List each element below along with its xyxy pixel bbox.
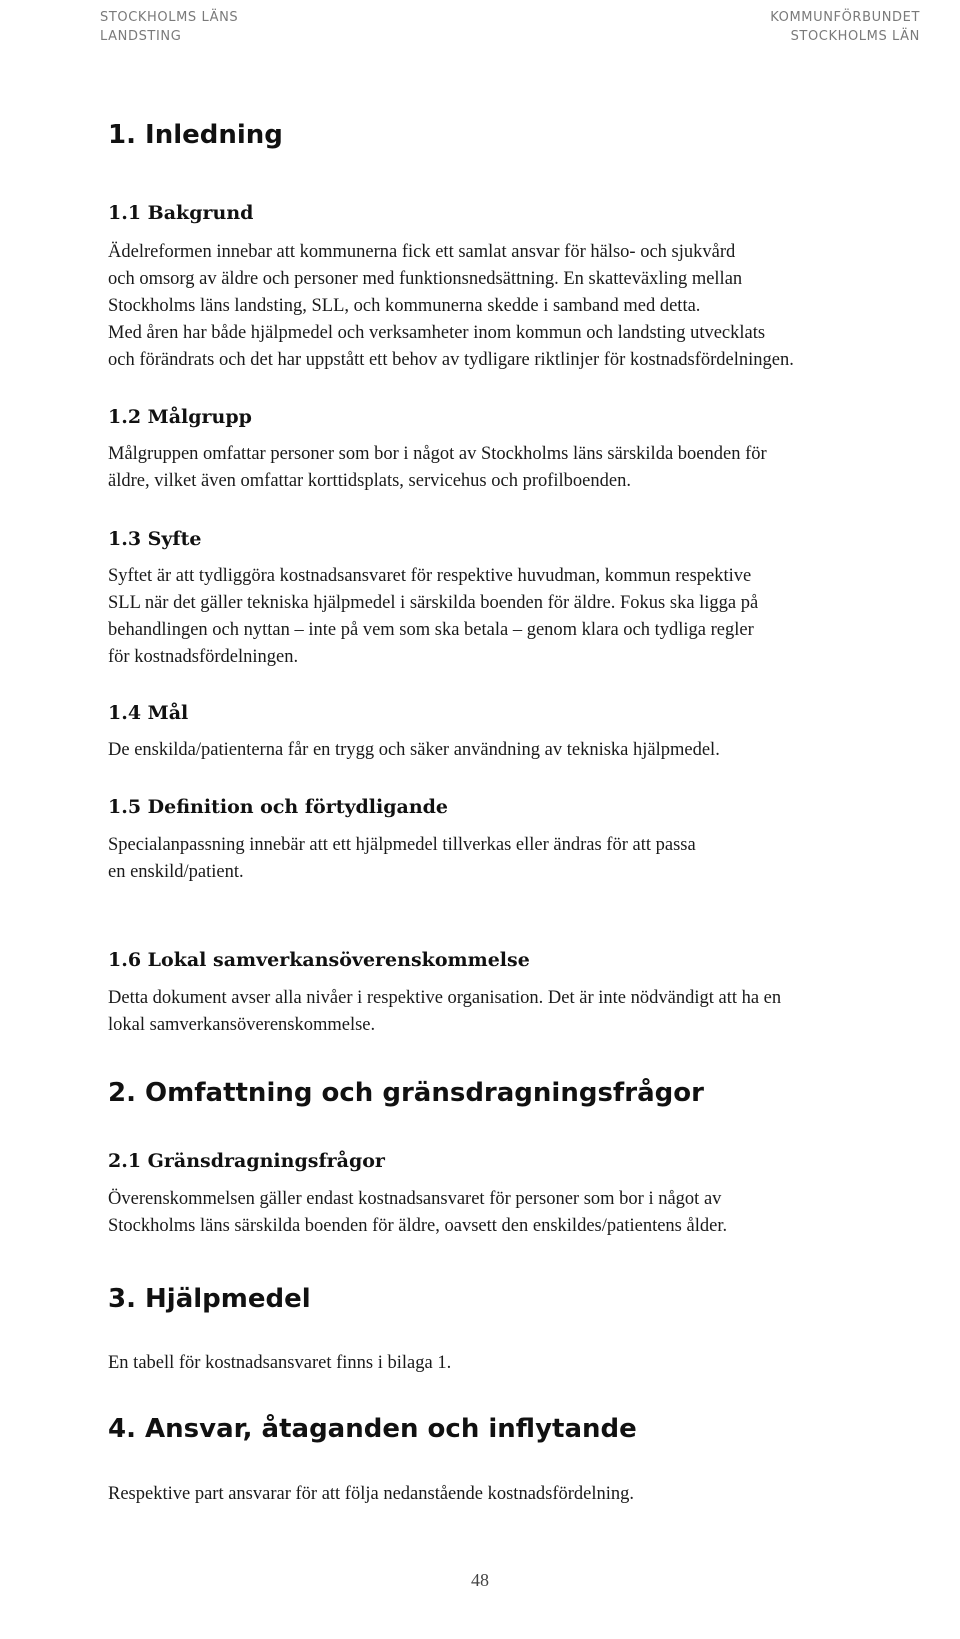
- section-1-4-heading: 1.4 Mål: [108, 702, 189, 724]
- section-4-paragraph: [108, 1481, 908, 1508]
- section-2-1-paragraph: [108, 1186, 908, 1240]
- section-2-title: 2. Omfattning och gränsdragningsfrågor: [108, 1078, 704, 1108]
- page-number: 48: [471, 1570, 489, 1590]
- text-line: SLL när det gäller tekniska hjälpmedel i särskilda boenden för äldre. Fokus ska ligga på: [108, 593, 759, 613]
- section-1-3-paragraph: [108, 563, 908, 671]
- text-line: Målgruppen omfattar personer som bor i något av Stockholms läns särskilda boenden för: [108, 444, 767, 464]
- header-right-line: KOMMUNFÖRBUNDET: [770, 10, 920, 25]
- text-line: De enskilda/patienterna får en trygg och säker användning av tekniska hjälpmedel.: [108, 740, 720, 760]
- text-line: äldre, vilket även omfattar korttidsplats, servicehus och profilboenden.: [108, 471, 631, 491]
- text-line: Ädelreformen innebar att kommunerna fick ett samlat ansvar för hälso- och sjukvård: [108, 242, 736, 262]
- section-3-paragraph: [108, 1350, 908, 1377]
- section-1-6-paragraph: [108, 985, 908, 1039]
- text-line: Respektive part ansvarar för att följa nedanstående kostnadsfördelning.: [108, 1484, 635, 1504]
- header-left-line: STOCKHOLMS LÄNS: [100, 10, 239, 25]
- text-line: Specialanpassning innebär att ett hjälpmedel tillverkas eller ändras för att passa: [108, 835, 696, 855]
- section-4-title: 4. Ansvar, åtaganden och inflytande: [108, 1414, 637, 1444]
- section-1-3-heading: 1.3 Syfte: [108, 528, 202, 550]
- section-1-5-heading: 1.5 Definition och förtydligande: [108, 796, 449, 818]
- section-1-2-heading: 1.2 Målgrupp: [108, 406, 252, 428]
- header-left: [100, 8, 238, 46]
- text-line: Detta dokument avser alla nivåer i respektive organisation. Det är inte nödvändigt att ha en: [108, 988, 782, 1008]
- header-left-line: LANDSTING: [100, 29, 182, 44]
- section-3-title: 3. Hjälpmedel: [108, 1284, 311, 1314]
- text-line: Överenskommelsen gäller endast kostnadsansvaret för personer som bor i något av: [108, 1189, 722, 1209]
- text-line: och omsorg av äldre och personer med funktionsnedsättning. En skatteväxling mellan: [108, 269, 743, 289]
- section-1-1-paragraph: [108, 239, 908, 374]
- section-1-5-paragraph: [108, 832, 908, 886]
- text-line: Med åren har både hjälpmedel och verksamheter inom kommun och landsting utvecklats: [108, 323, 766, 343]
- text-line: en enskild/patient.: [108, 862, 244, 882]
- text-line: och förändrats och det har uppstått ett behov av tydligare riktlinjer för kostnadsfördelningen.: [108, 350, 794, 370]
- text-line: En tabell för kostnadsansvaret finns i bilaga 1.: [108, 1353, 452, 1373]
- section-1-4-paragraph: [108, 737, 908, 764]
- text-line: lokal samverkansöverenskommelse.: [108, 1015, 376, 1035]
- header-right: [770, 8, 920, 46]
- text-line: behandlingen och nyttan – inte på vem som ska betala – genom klara och tydliga regler: [108, 620, 754, 640]
- text-line: för kostnadsfördelningen.: [108, 647, 299, 667]
- section-2-1-heading: 2.1 Gränsdragningsfrågor: [108, 1150, 385, 1172]
- section-1-1-heading: 1.1 Bakgrund: [108, 202, 254, 224]
- header-right-line: STOCKHOLMS LÄN: [790, 29, 920, 44]
- text-line: Stockholms läns landsting, SLL, och kommunerna skedde i samband med detta.: [108, 296, 701, 316]
- section-1-2-paragraph: [108, 441, 908, 495]
- text-line: Stockholms läns särskilda boenden för äldre, oavsett den enskildes/patientens ålder.: [108, 1216, 728, 1236]
- text-line: Syftet är att tydliggöra kostnadsansvaret för respektive huvudman, kommun respektive: [108, 566, 752, 586]
- section-1-title: 1. Inledning: [108, 120, 283, 150]
- section-1-6-heading: 1.6 Lokal samverkansöverenskommelse: [108, 949, 530, 971]
